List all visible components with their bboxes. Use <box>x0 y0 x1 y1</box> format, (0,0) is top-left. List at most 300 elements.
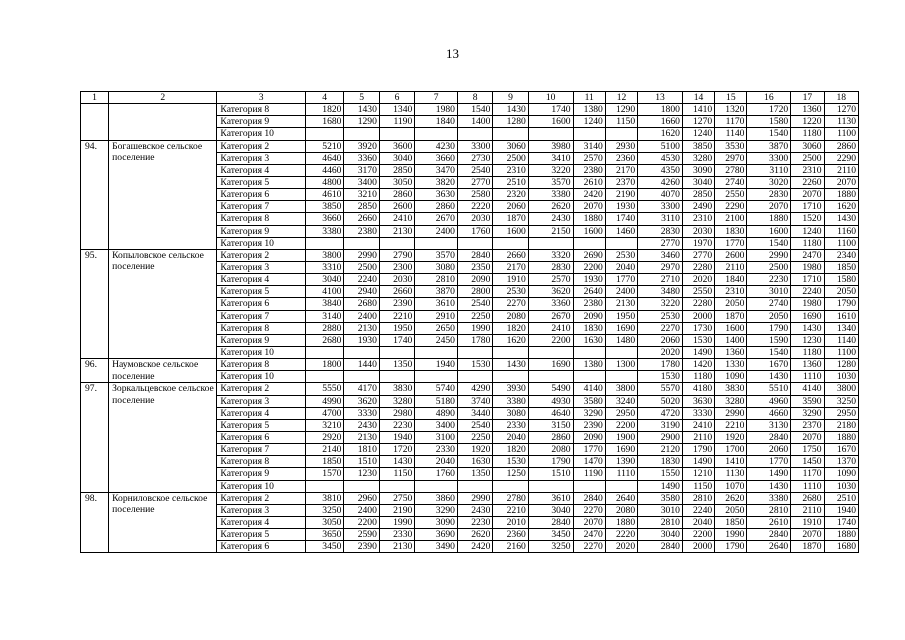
value-cell: 1510 <box>344 456 379 468</box>
value-cell: 3620 <box>344 395 379 407</box>
value-cell: 1950 <box>605 310 637 322</box>
value-cell: 2270 <box>573 541 605 553</box>
value-cell: 3250 <box>305 504 344 516</box>
value-cell: 2470 <box>791 249 824 261</box>
value-cell: 2670 <box>528 310 573 322</box>
value-cell: 2090 <box>573 431 605 443</box>
value-cell: 2240 <box>344 274 379 286</box>
page-number: 13 <box>446 46 459 61</box>
value-cell: 2770 <box>682 249 714 261</box>
value-cell: 2060 <box>493 201 528 213</box>
value-cell: 2650 <box>415 322 458 334</box>
value-cell: 1910 <box>493 274 528 286</box>
header-cell: 1 <box>81 92 109 104</box>
value-cell: 3040 <box>305 274 344 286</box>
value-cell: 3280 <box>379 395 414 407</box>
value-cell: 3860 <box>415 492 458 504</box>
value-cell: 2840 <box>573 492 605 504</box>
value-cell: 1400 <box>457 116 492 128</box>
value-cell: 2030 <box>682 225 714 237</box>
value-cell: 1330 <box>715 359 747 371</box>
value-cell: 2430 <box>457 504 492 516</box>
value-cell: 3380 <box>305 225 344 237</box>
value-cell <box>605 480 637 492</box>
value-cell: 1990 <box>715 529 747 541</box>
category-cell: Категория 8 <box>217 322 306 334</box>
value-cell <box>573 480 605 492</box>
value-cell: 1670 <box>747 359 791 371</box>
value-cell: 4640 <box>305 152 344 164</box>
settlement-number: 96. <box>81 359 109 383</box>
value-cell: 2660 <box>344 213 379 225</box>
value-cell: 1100 <box>824 346 858 358</box>
value-cell: 2420 <box>457 541 492 553</box>
value-cell: 1140 <box>715 128 747 140</box>
value-cell: 2200 <box>605 419 637 431</box>
value-cell: 1660 <box>638 116 683 128</box>
value-cell: 2000 <box>682 310 714 322</box>
header-cell: 6 <box>379 92 414 104</box>
value-cell: 2810 <box>682 492 714 504</box>
header-cell: 14 <box>682 92 714 104</box>
value-cell: 2330 <box>493 419 528 431</box>
value-cell: 2060 <box>747 444 791 456</box>
value-cell: 2240 <box>682 504 714 516</box>
value-cell: 2530 <box>638 310 683 322</box>
category-cell: Категория 5 <box>217 419 306 431</box>
value-cell: 1720 <box>747 104 791 116</box>
value-cell: 4700 <box>305 407 344 419</box>
value-cell: 2530 <box>493 286 528 298</box>
value-cell: 2620 <box>457 529 492 541</box>
value-cell: 3300 <box>638 201 683 213</box>
value-cell: 1690 <box>605 444 637 456</box>
value-cell: 2540 <box>457 298 492 310</box>
value-cell: 2000 <box>682 541 714 553</box>
value-cell: 1610 <box>824 310 858 322</box>
value-cell: 3040 <box>682 176 714 188</box>
value-cell: 1690 <box>605 322 637 334</box>
value-cell: 1150 <box>379 468 414 480</box>
table-row <box>81 359 859 371</box>
value-cell: 2810 <box>638 516 683 528</box>
value-cell: 1820 <box>305 104 344 116</box>
value-cell: 2990 <box>344 249 379 261</box>
value-cell: 2160 <box>493 541 528 553</box>
value-cell: 2780 <box>715 164 747 176</box>
value-cell: 1760 <box>457 225 492 237</box>
value-cell: 2380 <box>573 298 605 310</box>
value-cell <box>457 346 492 358</box>
value-cell: 1360 <box>791 359 824 371</box>
value-cell: 1240 <box>682 128 714 140</box>
value-cell: 1630 <box>457 456 492 468</box>
value-cell: 1430 <box>824 213 858 225</box>
value-cell: 2330 <box>379 529 414 541</box>
value-cell: 3050 <box>305 516 344 528</box>
value-cell: 1870 <box>715 310 747 322</box>
value-cell: 2010 <box>493 516 528 528</box>
value-cell: 1790 <box>528 456 573 468</box>
value-cell: 5570 <box>638 383 683 395</box>
value-cell: 2640 <box>747 541 791 553</box>
value-cell: 5740 <box>415 383 458 395</box>
category-cell: Категория 10 <box>217 346 306 358</box>
value-cell: 3800 <box>605 383 637 395</box>
value-cell: 1470 <box>573 456 605 468</box>
value-cell: 2230 <box>747 274 791 286</box>
value-cell: 1750 <box>791 444 824 456</box>
value-cell: 2850 <box>379 164 414 176</box>
value-cell: 1900 <box>605 431 637 443</box>
value-cell: 2770 <box>457 176 492 188</box>
value-cell <box>379 480 414 492</box>
value-cell: 2430 <box>344 419 379 431</box>
value-cell: 2200 <box>528 334 573 346</box>
value-cell: 1880 <box>747 213 791 225</box>
value-cell: 1940 <box>379 431 414 443</box>
category-cell: Категория 10 <box>217 128 306 140</box>
value-cell: 2680 <box>791 492 824 504</box>
value-cell: 3660 <box>415 152 458 164</box>
value-cell: 4140 <box>573 383 605 395</box>
value-cell: 1580 <box>824 274 858 286</box>
value-cell: 2130 <box>605 298 637 310</box>
value-cell: 2540 <box>457 164 492 176</box>
value-cell: 2230 <box>379 419 414 431</box>
value-cell: 1880 <box>605 516 637 528</box>
value-cell <box>344 480 379 492</box>
value-cell: 2900 <box>638 431 683 443</box>
value-cell: 2240 <box>791 286 824 298</box>
value-cell: 1540 <box>747 237 791 249</box>
value-cell: 2180 <box>824 419 858 431</box>
value-cell: 2400 <box>344 310 379 322</box>
value-cell: 1380 <box>573 359 605 371</box>
value-cell: 2020 <box>638 346 683 358</box>
value-cell: 2500 <box>344 261 379 273</box>
value-cell <box>379 237 414 249</box>
value-cell: 1090 <box>824 468 858 480</box>
value-cell: 2360 <box>605 152 637 164</box>
value-cell: 1450 <box>791 456 824 468</box>
value-cell: 3010 <box>638 504 683 516</box>
tariff-table <box>80 91 859 553</box>
value-cell: 2850 <box>682 189 714 201</box>
value-cell: 2210 <box>715 419 747 431</box>
table-row <box>81 383 859 395</box>
value-cell: 2130 <box>344 431 379 443</box>
value-cell: 1630 <box>573 334 605 346</box>
value-cell: 2750 <box>379 492 414 504</box>
value-cell: 3250 <box>528 541 573 553</box>
value-cell: 1970 <box>682 237 714 249</box>
header-cell: 2 <box>109 92 217 104</box>
value-cell: 1760 <box>415 468 458 480</box>
value-cell: 2540 <box>457 419 492 431</box>
value-cell: 1180 <box>791 128 824 140</box>
value-cell: 1420 <box>682 359 714 371</box>
category-cell: Категория 6 <box>217 298 306 310</box>
value-cell <box>457 237 492 249</box>
value-cell: 2400 <box>415 225 458 237</box>
value-cell: 2620 <box>715 492 747 504</box>
value-cell: 1780 <box>638 359 683 371</box>
value-cell: 1910 <box>791 516 824 528</box>
value-cell: 1790 <box>682 444 714 456</box>
value-cell: 1740 <box>379 334 414 346</box>
value-cell: 2860 <box>415 201 458 213</box>
value-cell: 2270 <box>493 298 528 310</box>
value-cell: 1110 <box>791 371 824 383</box>
value-cell: 1980 <box>415 104 458 116</box>
value-cell: 1430 <box>791 322 824 334</box>
value-cell: 2390 <box>573 419 605 431</box>
header-cell: 8 <box>457 92 492 104</box>
value-cell: 4720 <box>638 407 683 419</box>
header-cell: 13 <box>638 92 683 104</box>
value-cell: 1430 <box>344 104 379 116</box>
value-cell: 2250 <box>457 310 492 322</box>
category-cell: Категория 3 <box>217 395 306 407</box>
value-cell: 2290 <box>824 152 858 164</box>
category-cell: Категория 5 <box>217 286 306 298</box>
value-cell: 2660 <box>493 249 528 261</box>
settlement-name: Зоркальцевское сельское поселение <box>109 383 217 492</box>
value-cell: 1460 <box>605 225 637 237</box>
value-cell: 3300 <box>747 152 791 164</box>
value-cell: 3170 <box>344 164 379 176</box>
category-cell: Категория 6 <box>217 431 306 443</box>
value-cell: 2220 <box>457 201 492 213</box>
category-cell: Категория 2 <box>217 140 306 152</box>
value-cell: 1190 <box>379 116 414 128</box>
value-cell: 2960 <box>344 492 379 504</box>
category-cell: Категория 7 <box>217 310 306 322</box>
value-cell <box>528 480 573 492</box>
value-cell: 1620 <box>638 128 683 140</box>
value-cell: 4180 <box>682 383 714 395</box>
value-cell: 1770 <box>715 237 747 249</box>
value-cell: 2130 <box>344 322 379 334</box>
category-cell: Категория 4 <box>217 164 306 176</box>
value-cell <box>528 237 573 249</box>
value-cell <box>305 480 344 492</box>
value-cell: 1170 <box>715 116 747 128</box>
value-cell: 5100 <box>638 140 683 152</box>
value-cell: 5490 <box>528 383 573 395</box>
table-row <box>81 104 859 116</box>
settlement-name: Корниловское сельское поселение <box>109 492 217 553</box>
value-cell: 1110 <box>605 468 637 480</box>
value-cell: 2990 <box>457 492 492 504</box>
value-cell <box>528 371 573 383</box>
value-cell: 1740 <box>824 516 858 528</box>
table-body <box>81 104 859 553</box>
value-cell: 2740 <box>715 176 747 188</box>
value-cell: 1680 <box>824 541 858 553</box>
value-cell: 2080 <box>605 504 637 516</box>
value-cell: 2670 <box>415 213 458 225</box>
value-cell: 1920 <box>457 444 492 456</box>
value-cell: 3330 <box>344 407 379 419</box>
value-cell: 2030 <box>379 274 414 286</box>
value-cell: 4460 <box>305 164 344 176</box>
value-cell: 3380 <box>747 492 791 504</box>
value-cell <box>457 371 492 383</box>
value-cell: 2210 <box>493 504 528 516</box>
value-cell: 3360 <box>528 298 573 310</box>
value-cell: 1530 <box>457 359 492 371</box>
category-cell: Категория 2 <box>217 249 306 261</box>
category-cell: Категория 4 <box>217 274 306 286</box>
value-cell: 2590 <box>344 529 379 541</box>
value-cell: 2830 <box>528 261 573 273</box>
value-cell <box>415 128 458 140</box>
value-cell: 2570 <box>528 274 573 286</box>
value-cell: 2380 <box>344 225 379 237</box>
value-cell: 1540 <box>457 104 492 116</box>
settlement-name: Богашевское сельское поселение <box>109 140 217 249</box>
header-cell: 4 <box>305 92 344 104</box>
value-cell: 3620 <box>528 286 573 298</box>
value-cell: 3210 <box>344 189 379 201</box>
value-cell: 1430 <box>379 456 414 468</box>
value-cell: 2310 <box>493 164 528 176</box>
value-cell: 1930 <box>605 201 637 213</box>
value-cell: 2280 <box>682 261 714 273</box>
value-cell: 3100 <box>415 431 458 443</box>
value-cell: 1360 <box>715 346 747 358</box>
value-cell: 1510 <box>528 468 573 480</box>
value-cell: 3210 <box>305 419 344 431</box>
value-cell: 1290 <box>605 104 637 116</box>
value-cell: 3480 <box>638 286 683 298</box>
value-cell: 2190 <box>605 189 637 201</box>
value-cell: 2500 <box>493 152 528 164</box>
value-cell: 1830 <box>715 225 747 237</box>
value-cell <box>344 371 379 383</box>
value-cell: 1770 <box>605 274 637 286</box>
header-cell: 3 <box>217 92 306 104</box>
value-cell: 4230 <box>415 140 458 152</box>
value-cell: 3920 <box>344 140 379 152</box>
value-cell: 4290 <box>457 383 492 395</box>
value-cell <box>573 128 605 140</box>
category-cell: Категория 3 <box>217 504 306 516</box>
value-cell: 5180 <box>415 395 458 407</box>
value-cell: 2280 <box>682 298 714 310</box>
value-cell: 1360 <box>791 104 824 116</box>
category-cell: Категория 10 <box>217 237 306 249</box>
value-cell: 1530 <box>493 456 528 468</box>
value-cell: 3110 <box>638 213 683 225</box>
value-cell: 2410 <box>379 213 414 225</box>
value-cell <box>415 480 458 492</box>
category-cell: Категория 2 <box>217 383 306 395</box>
value-cell: 1990 <box>457 322 492 334</box>
category-cell: Категория 10 <box>217 480 306 492</box>
value-cell: 4960 <box>747 395 791 407</box>
value-cell: 2500 <box>791 152 824 164</box>
value-cell: 2450 <box>415 334 458 346</box>
value-cell: 5210 <box>305 140 344 152</box>
value-cell: 3630 <box>682 395 714 407</box>
value-cell: 2580 <box>457 189 492 201</box>
value-cell: 2930 <box>605 140 637 152</box>
value-cell: 3580 <box>638 492 683 504</box>
value-cell: 2360 <box>493 529 528 541</box>
value-cell: 1930 <box>573 274 605 286</box>
value-cell: 1930 <box>344 334 379 346</box>
value-cell: 2080 <box>493 310 528 322</box>
table-row <box>81 492 859 504</box>
value-cell: 2690 <box>573 249 605 261</box>
category-cell: Категория 3 <box>217 261 306 273</box>
value-cell <box>379 346 414 358</box>
value-cell: 1780 <box>457 334 492 346</box>
value-cell: 3630 <box>415 189 458 201</box>
category-cell: Категория 8 <box>217 104 306 116</box>
value-cell: 2070 <box>791 431 824 443</box>
value-cell: 2080 <box>528 444 573 456</box>
value-cell: 1870 <box>493 213 528 225</box>
value-cell: 3050 <box>379 176 414 188</box>
value-cell: 3130 <box>747 419 791 431</box>
value-cell: 2110 <box>824 164 858 176</box>
value-cell: 1800 <box>638 104 683 116</box>
value-cell: 1880 <box>573 213 605 225</box>
value-cell: 2210 <box>379 310 414 322</box>
value-cell: 3140 <box>573 140 605 152</box>
value-cell: 1940 <box>824 504 858 516</box>
value-cell: 3080 <box>493 407 528 419</box>
value-cell <box>493 371 528 383</box>
value-cell: 1710 <box>791 274 824 286</box>
value-cell: 1350 <box>379 359 414 371</box>
value-cell: 1220 <box>791 116 824 128</box>
category-cell: Категория 7 <box>217 444 306 456</box>
value-cell: 4260 <box>638 176 683 188</box>
value-cell: 2370 <box>605 176 637 188</box>
value-cell: 1270 <box>824 104 858 116</box>
value-cell: 1690 <box>528 359 573 371</box>
value-cell: 3220 <box>638 298 683 310</box>
value-cell: 1740 <box>528 104 573 116</box>
value-cell: 4350 <box>638 164 683 176</box>
value-cell: 2200 <box>573 261 605 273</box>
value-cell: 2490 <box>682 201 714 213</box>
value-cell: 3080 <box>415 261 458 273</box>
value-cell: 1770 <box>573 444 605 456</box>
value-cell: 2530 <box>605 249 637 261</box>
value-cell: 2840 <box>747 431 791 443</box>
value-cell: 3800 <box>305 249 344 261</box>
value-cell: 1850 <box>824 261 858 273</box>
value-cell: 1180 <box>682 371 714 383</box>
value-cell: 1540 <box>747 346 791 358</box>
value-cell: 2310 <box>715 286 747 298</box>
header-cell: 18 <box>824 92 858 104</box>
value-cell: 3290 <box>791 407 824 419</box>
value-cell <box>493 480 528 492</box>
value-cell <box>415 237 458 249</box>
value-cell: 5550 <box>305 383 344 395</box>
value-cell: 2610 <box>573 176 605 188</box>
value-cell: 3810 <box>305 492 344 504</box>
value-cell <box>605 128 637 140</box>
value-cell: 1030 <box>824 371 858 383</box>
